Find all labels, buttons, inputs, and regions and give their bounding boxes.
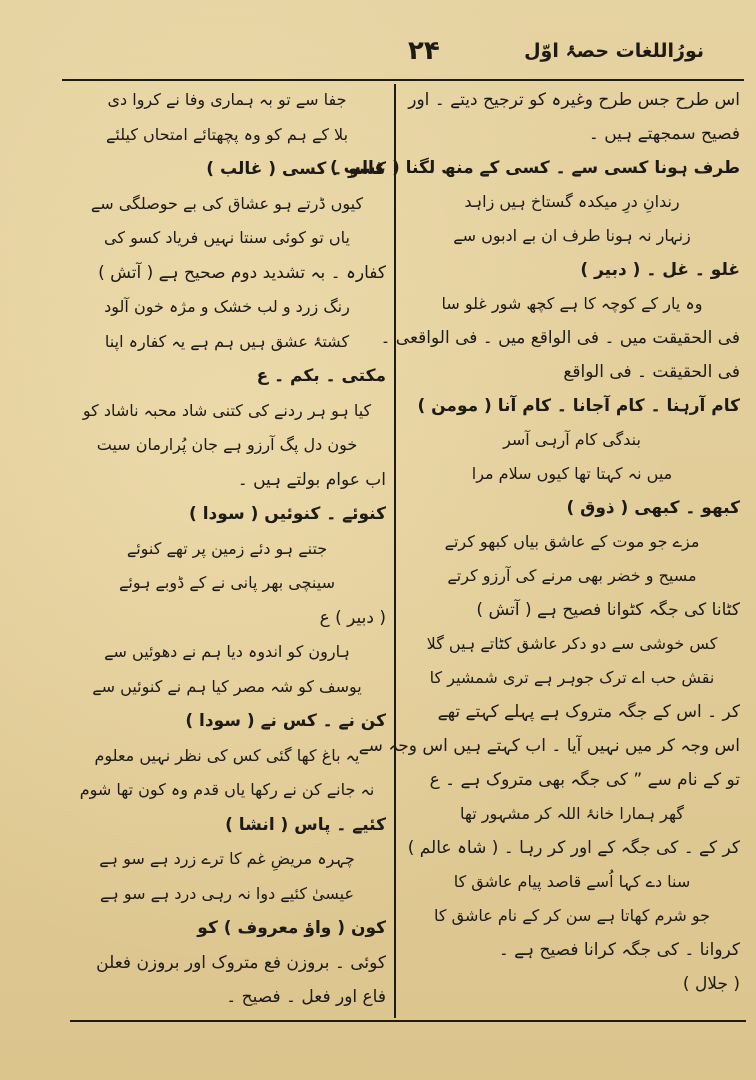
text-line: عیسیٰ کئیے دوا نہ رہی درد ہے سو ہے (99, 883, 355, 903)
text-line: فی الحقیقت ۔ فی الواقع (563, 362, 740, 382)
text-line: فصیح سمجھتے ہیں ۔ (588, 124, 740, 144)
text-line: ہارون کو اندوہ دیا ہم نے دھوئیں سے (104, 642, 350, 661)
column-divider (394, 84, 396, 1018)
text-line: کام آرہنا ۔ کام آجانا ۔ کام آنا ( مومن ) (417, 396, 740, 416)
running-title: نورُاللغات حصۂ اوّل (524, 40, 704, 62)
text-line: کسو ۔ کسی ( غالب ) (206, 159, 386, 179)
text-line: کر ۔ اس کے جگہ متروک ہے پہلے کہتے تھے (437, 702, 740, 722)
text-line: سینچی بھر پانی نے کے ڈوبے ہوئے (119, 573, 335, 592)
text-line: زنہار نہ ہونا طرف ان بے ادبوں سے (453, 226, 691, 245)
text-line: کس خوشی سے دو دکر عاشق کٹاتے ہیں گلا (426, 634, 718, 653)
text-line: یہ باغ کھا گئی کس کی نظر نہیں معلوم (94, 745, 360, 765)
text-line: جتنے ہو دئے زمین پر تھے کنوئے (126, 538, 328, 558)
text-line: ( دبیر ) ع (319, 607, 386, 628)
text-line: فی الحقیقت میں ۔ فی الواقع میں ۔ فی الواقعی ۔ (380, 328, 740, 348)
text-line: کنوئے ۔ کنوئیں ( سودا ) (189, 504, 386, 524)
text-line: اس وجہ کر میں نہیں آیا ۔ اب کہتے ہیں اس وجہ سے (358, 736, 740, 756)
text-line: کن نے ۔ کس نے ( سودا ) (185, 711, 386, 731)
text-line: بلا کے ہم کو وہ پچھتائے امتحاں کیلئے (105, 124, 349, 144)
text-line: اب عوام بولتے ہیں ۔ (237, 469, 386, 490)
top-rule (62, 79, 744, 81)
text-line: یوسف کو شہ مصر کیا ہم نے کنوئیں سے (92, 676, 362, 696)
text-line: کفارہ ۔ بہ تشدید دوم صحیح ہے ( آتش ) (98, 262, 386, 283)
text-line: کروانا ۔ کی جگہ کرانا فصیح ہے ۔ (498, 940, 740, 960)
text-line: کون ( واؤ معروف ) کو (197, 918, 386, 938)
text-line: بندگی کام آرہی آسر (503, 430, 641, 449)
text-line: میں نہ کہتا تھا کیوں سلام مرا (471, 464, 673, 483)
text-line: مکتی ۔ بکم ۔ ع (256, 366, 386, 386)
text-line: نہ جانے کن نے رکھا یاں قدم وہ کون تھا شوم (79, 780, 375, 799)
text-line: کر کے ۔ کی جگہ کے اور کر رہا ۔ ( شاہ عالم ) (407, 838, 740, 858)
text-line: کیا ہو ہر ردنے کی کتنی شاد محبہ ناشاد کو (82, 400, 372, 420)
text-line: کشتۂ عشق ہیں ہم ہے یہ کفارہ اپنا (104, 331, 350, 351)
text-line: تو کے نام سے ” کی جگہ بھی متروک ہے ۔ ع (429, 770, 740, 790)
text-line: اس طرح جس طرح وغیرہ کو ترجیح دیتے ۔ اور (408, 90, 740, 110)
text-line: مزے جو موت کے عاشق بیاں کبھو کرتے (444, 532, 700, 551)
text-line: نقش حب اے ترک جوہر ہے تری شمشیر کا (429, 668, 715, 687)
text-line: طرف ہونا کسی سے ۔ کسی کے منھ لگنا ( غالب ) (329, 158, 740, 178)
bottom-rule (70, 1020, 746, 1022)
text-line: یاں تو کوئی سنتا نہیں فریاد کسو کی (104, 228, 350, 247)
text-line: رنگ زرد و لب خشک و مژہ خون آلود (104, 297, 350, 316)
text-line: وہ یار کے کوچہ کا ہے کچھ شور غلو سا (441, 294, 703, 313)
left-column (68, 82, 386, 1018)
text-line: خون دل پگ آرزو ہے جان پُرارمان سیت (96, 435, 358, 454)
text-line: جفا سے تو بہ ہماری وفا نے کروا دی (107, 90, 347, 109)
text-line: فاع اور فعل ۔ فصیح ۔ (226, 987, 386, 1007)
text-line: گھر ہمارا خانۂ اللہ کر مشہور تھا (460, 804, 684, 823)
text-line: سنا دے کہا اُسے قاصد پیام عاشق کا (453, 872, 691, 891)
page-number: ۲۴ (408, 36, 440, 66)
text-line: کبھو ۔ کبھی ( ذوق ) (566, 498, 740, 518)
page-header (60, 30, 726, 80)
text-line: کئیے ۔ پاس ( انشا ) (225, 814, 386, 835)
text-line: کوئی ۔ بروزن فع متروک اور بروزن فعلن (96, 952, 386, 973)
text-line: ( جلال ) (682, 974, 740, 994)
text-line: کیوں ڈرتے ہو عشاق کی بے حوصلگی سے (90, 193, 364, 213)
text-line: غلو ۔ غل ۔ ( دبیر ) (580, 260, 740, 280)
text-line: رندانِ درِ میکدہ گستاخ ہیں زاہد (464, 192, 680, 211)
text-line: مسیح و خضر بھی مرنے کی آرزو کرتے (447, 566, 697, 585)
text-line: کٹانا کی جگہ کٹوانا فصیح ہے ( آتش ) (476, 600, 740, 620)
text-line: چہرہ مریضِ غم کا ترے زرد ہے سو ہے (99, 849, 355, 868)
text-line: جو شرم کھاتا ہے سن کر کے نام عاشق کا (434, 906, 710, 925)
